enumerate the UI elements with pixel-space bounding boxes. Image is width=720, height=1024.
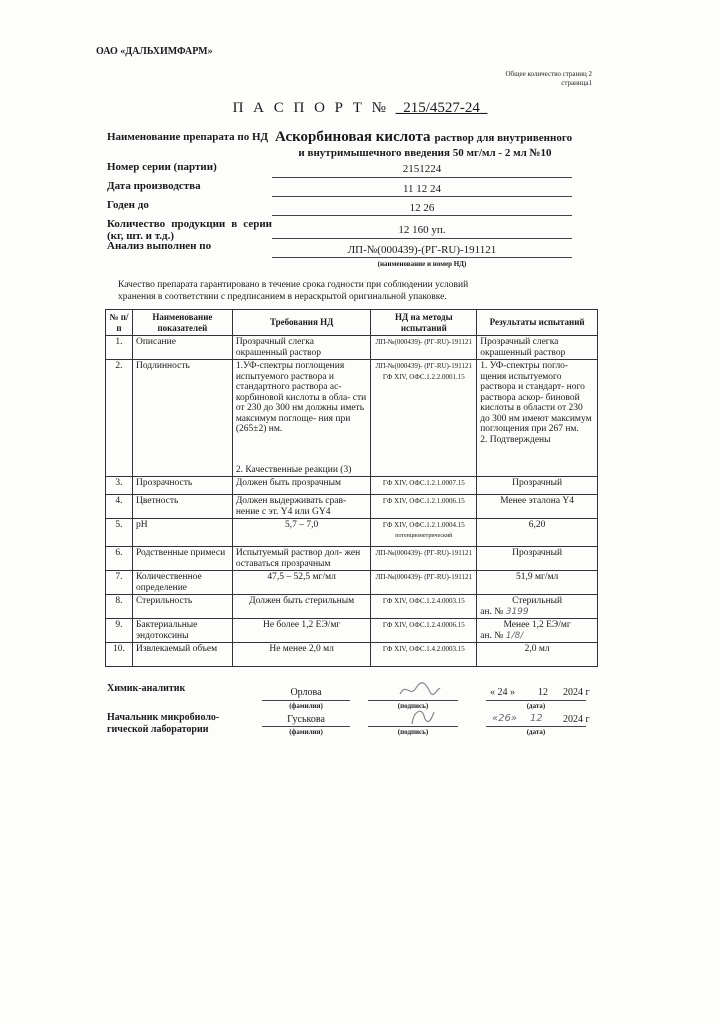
document-title bbox=[0, 100, 720, 117]
passport-number: _215/4527-24_ bbox=[395, 100, 488, 116]
analysis-number bbox=[480, 631, 594, 642]
row-indicator: Прозрачность bbox=[132, 477, 232, 495]
chemist-date-day: « 24 » bbox=[490, 687, 515, 698]
row-number: 7. bbox=[106, 571, 133, 595]
row-indicator: Описание bbox=[132, 336, 232, 360]
row-requirement: Испытуемый раствор дол- жен оставаться прозрачным bbox=[232, 547, 371, 571]
chemist-date-month: 12 bbox=[538, 687, 548, 698]
row-number: 4. bbox=[106, 495, 133, 519]
col-header-indicator: Наименование показателей bbox=[132, 310, 232, 336]
row-requirement: Должен быть стерильным bbox=[232, 595, 371, 619]
table-row bbox=[106, 547, 598, 571]
row-indicator: Извлекаемый объем bbox=[132, 643, 232, 667]
row-result: Прозрачный слегка окрашенный раствор bbox=[477, 336, 598, 360]
row-requirement: Должен выдерживать срав- нение с эт. Y4 или GY4 bbox=[232, 495, 371, 519]
chief-signature-drawing bbox=[408, 706, 438, 728]
row-indicator: Подлинность bbox=[132, 360, 232, 477]
table-row bbox=[106, 336, 598, 360]
drug-name: Аскорбиновая кислота bbox=[275, 129, 431, 145]
row-requirement: Прозрачный слегка окрашенный раствор bbox=[232, 336, 371, 360]
table-row bbox=[106, 477, 598, 495]
table-row bbox=[106, 619, 598, 643]
row-indicator: pH bbox=[132, 519, 232, 547]
row-method: ЛП-№(000439)- (РГ-RU)-191121 bbox=[371, 336, 477, 360]
table-row bbox=[106, 519, 598, 547]
drug-name-block bbox=[275, 128, 605, 159]
row-requirement: Должен быть прозрачным bbox=[232, 477, 371, 495]
row-method: ЛП-№(000439)- (РГ-RU)-191121 bbox=[371, 571, 477, 595]
chemist-signature-caption: (подпись) bbox=[397, 702, 429, 710]
row-method: ЛП-№(000439)- (РГ-RU)-191121 ГФ XIV, ОФС.1.2.2.0001.15 bbox=[371, 360, 477, 477]
row-method: ГФ XIV, ОФС.1.2.4.0006.15 bbox=[371, 619, 477, 643]
chemist-signature-drawing bbox=[398, 680, 442, 700]
chief-label-line1: Начальник микробиоло- bbox=[107, 712, 220, 723]
requirement-uv: 1.УФ-спектры поглощения испытуемого раствора и стандартного раствора ас- корбиновой кислоты в обла- сти от 230 до 300 нм должны иметь максимум поглоще- ния при (265±2) нм. bbox=[235, 361, 367, 434]
analysis-label: Анализ выполнен по bbox=[107, 240, 212, 252]
quantity-label-line1: Количество продукции в серии bbox=[107, 218, 272, 230]
analysis-note: (наименование и номер НД) bbox=[377, 260, 467, 268]
method-text: ГФ XIV, ОФС.1.2.1.0004.15 bbox=[382, 521, 465, 529]
row-number: 2. bbox=[106, 360, 133, 477]
expiry-value: 12 26 bbox=[409, 202, 435, 214]
prod-date-label: Дата производства bbox=[107, 180, 201, 192]
drug-form-2: и внутримышечного введения 50 мг/мл - 2 мл №10 bbox=[298, 147, 552, 159]
row-indicator: Бактериальные эндотоксины bbox=[132, 619, 232, 643]
chief-surname-caption: (фамилия) bbox=[289, 728, 323, 736]
chief-date-month: 12 bbox=[530, 713, 543, 724]
quality-guarantee: Качество препарата гарантировано в течение срока годности при соблюдении условий хранения в соответствии с предписанием в нераскрытой оригинальной упаковке. bbox=[118, 280, 469, 302]
row-number: 5. bbox=[106, 519, 133, 547]
chief-label bbox=[107, 712, 219, 736]
row-number: 9. bbox=[106, 619, 133, 643]
row-result: Прозрачный bbox=[477, 477, 598, 495]
chief-date-line bbox=[486, 726, 586, 727]
row-number: 8. bbox=[106, 595, 133, 619]
row-requirement: Не более 1,2 ЕЭ/мг bbox=[232, 619, 371, 643]
row-requirement: 5,7 – 7,0 bbox=[232, 519, 371, 547]
row-result: 2,0 мл bbox=[477, 643, 598, 667]
table-row bbox=[106, 643, 598, 667]
row-result bbox=[477, 360, 598, 477]
result-text: Стерильный bbox=[512, 596, 563, 606]
row-method: ГФ XIV, ОФС.1.2.4.0003.15 bbox=[371, 595, 477, 619]
quantity-label bbox=[107, 218, 272, 242]
handwritten-analysis-number: 3199 bbox=[505, 606, 529, 617]
row-requirement bbox=[232, 360, 371, 477]
chief-surname-line bbox=[262, 726, 350, 727]
page-count bbox=[506, 70, 593, 88]
handwritten-analysis-number: 1/8/ bbox=[505, 630, 524, 641]
chemist-signature-line bbox=[368, 700, 458, 701]
chief-surname: Гуськова bbox=[287, 714, 325, 725]
table-row bbox=[106, 495, 598, 519]
prod-date-value: 11 12 24 bbox=[402, 183, 442, 195]
row-method bbox=[371, 519, 477, 547]
row-requirement: 47,5 – 52,5 мг/мл bbox=[232, 571, 371, 595]
row-number: 3. bbox=[106, 477, 133, 495]
table-header-row bbox=[106, 310, 598, 336]
analysis-prefix: ан. № bbox=[480, 630, 504, 641]
col-header-requirements: Требования НД bbox=[232, 310, 371, 336]
row-requirement: Не менее 2,0 мл bbox=[232, 643, 371, 667]
col-header-method: НД на методы испытаний bbox=[371, 310, 477, 336]
page-count-current: страница1 bbox=[561, 79, 592, 87]
chief-signature-caption: (подпись) bbox=[397, 728, 429, 736]
row-method: ЛП-№(000439)- (РГ-RU)-191121 bbox=[371, 547, 477, 571]
analysis-number bbox=[480, 607, 594, 618]
row-number: 1. bbox=[106, 336, 133, 360]
chief-date-day: «26» bbox=[492, 713, 518, 724]
row-result: Прозрачный bbox=[477, 547, 598, 571]
chemist-date-year: 2024 г bbox=[563, 687, 590, 698]
result-uv: 1. УФ-спектры погло- щения испытуемого раствора и стандарт- ного раствора аскор- биновой кислоты в области от 230 до 300 нм имеют максимум поглощения при 267 нм. bbox=[480, 361, 592, 434]
quantity-value: 12 160 уп. bbox=[398, 224, 446, 236]
chemist-date-line bbox=[486, 700, 586, 701]
chemist-surname-line bbox=[262, 700, 350, 701]
row-number: 10. bbox=[106, 643, 133, 667]
table-row bbox=[106, 595, 598, 619]
row-result: 51,9 мг/мл bbox=[477, 571, 598, 595]
method-note: потенциометрический bbox=[395, 532, 453, 539]
analysis-underline bbox=[272, 257, 572, 258]
table-row bbox=[106, 571, 598, 595]
result-text: Менее 1,2 ЕЭ/мг bbox=[503, 620, 571, 630]
row-result bbox=[477, 619, 598, 643]
drug-form-1: раствор для внутривенного bbox=[434, 132, 573, 144]
chemist-date-caption: (дата) bbox=[526, 702, 546, 710]
row-indicator: Родственные примеси bbox=[132, 547, 232, 571]
quantity-underline bbox=[272, 238, 572, 239]
series-value: 2151224 bbox=[402, 163, 442, 175]
series-label: Номер серии (партии) bbox=[107, 161, 217, 173]
row-result: 6,20 bbox=[477, 519, 598, 547]
row-method: ГФ XIV, ОФС.1.2.1.0007.15 bbox=[371, 477, 477, 495]
expiry-underline bbox=[272, 215, 572, 216]
chemist-surname: Орлова bbox=[290, 687, 322, 698]
analysis-value: ЛП-№(000439)-(РГ-RU)-191121 bbox=[347, 244, 497, 256]
row-indicator: Стерильность bbox=[132, 595, 232, 619]
title-prefix: П А С П О Р Т № bbox=[232, 100, 389, 116]
analysis-prefix: ан. № bbox=[480, 606, 504, 617]
col-header-results: Результаты испытаний bbox=[477, 310, 598, 336]
chief-label-line2: гической лаборатории bbox=[107, 724, 209, 735]
drug-label: Наименование препарата по НД bbox=[107, 131, 269, 143]
chief-signature-line bbox=[368, 726, 458, 727]
prod-date-underline bbox=[272, 196, 572, 197]
chief-date-caption: (дата) bbox=[526, 728, 546, 736]
chemist-label: Химик-аналитик bbox=[107, 683, 186, 694]
row-number: 6. bbox=[106, 547, 133, 571]
quantity-label-line2: (кг, шт. и т.д.) bbox=[107, 230, 175, 242]
results-table bbox=[105, 309, 598, 667]
page-count-total: Общее количество страниц 2 bbox=[505, 70, 592, 78]
row-method: ГФ XIV, ОФС.1.4.2.0003.15 bbox=[371, 643, 477, 667]
row-indicator: Цветность bbox=[132, 495, 232, 519]
row-result: Менее эталона Y4 bbox=[477, 495, 598, 519]
col-header-number: № п/п bbox=[106, 310, 133, 336]
company-name: ОАО «ДАЛЬХИМФАРМ» bbox=[96, 46, 213, 57]
row-method: ГФ XIV, ОФС.1.2.1.0006.15 bbox=[371, 495, 477, 519]
chemist-surname-caption: (фамилия) bbox=[289, 702, 323, 710]
row-indicator: Количественное определение bbox=[132, 571, 232, 595]
chief-date-year: 2024 г bbox=[563, 714, 590, 725]
requirement-qualitative: 2. Качественные реакции (3) bbox=[235, 464, 352, 475]
row-result bbox=[477, 595, 598, 619]
result-qualitative: 2. Подтверждены bbox=[480, 434, 551, 445]
expiry-label: Годен до bbox=[107, 199, 149, 211]
series-underline bbox=[272, 177, 572, 178]
table-row bbox=[106, 360, 598, 477]
